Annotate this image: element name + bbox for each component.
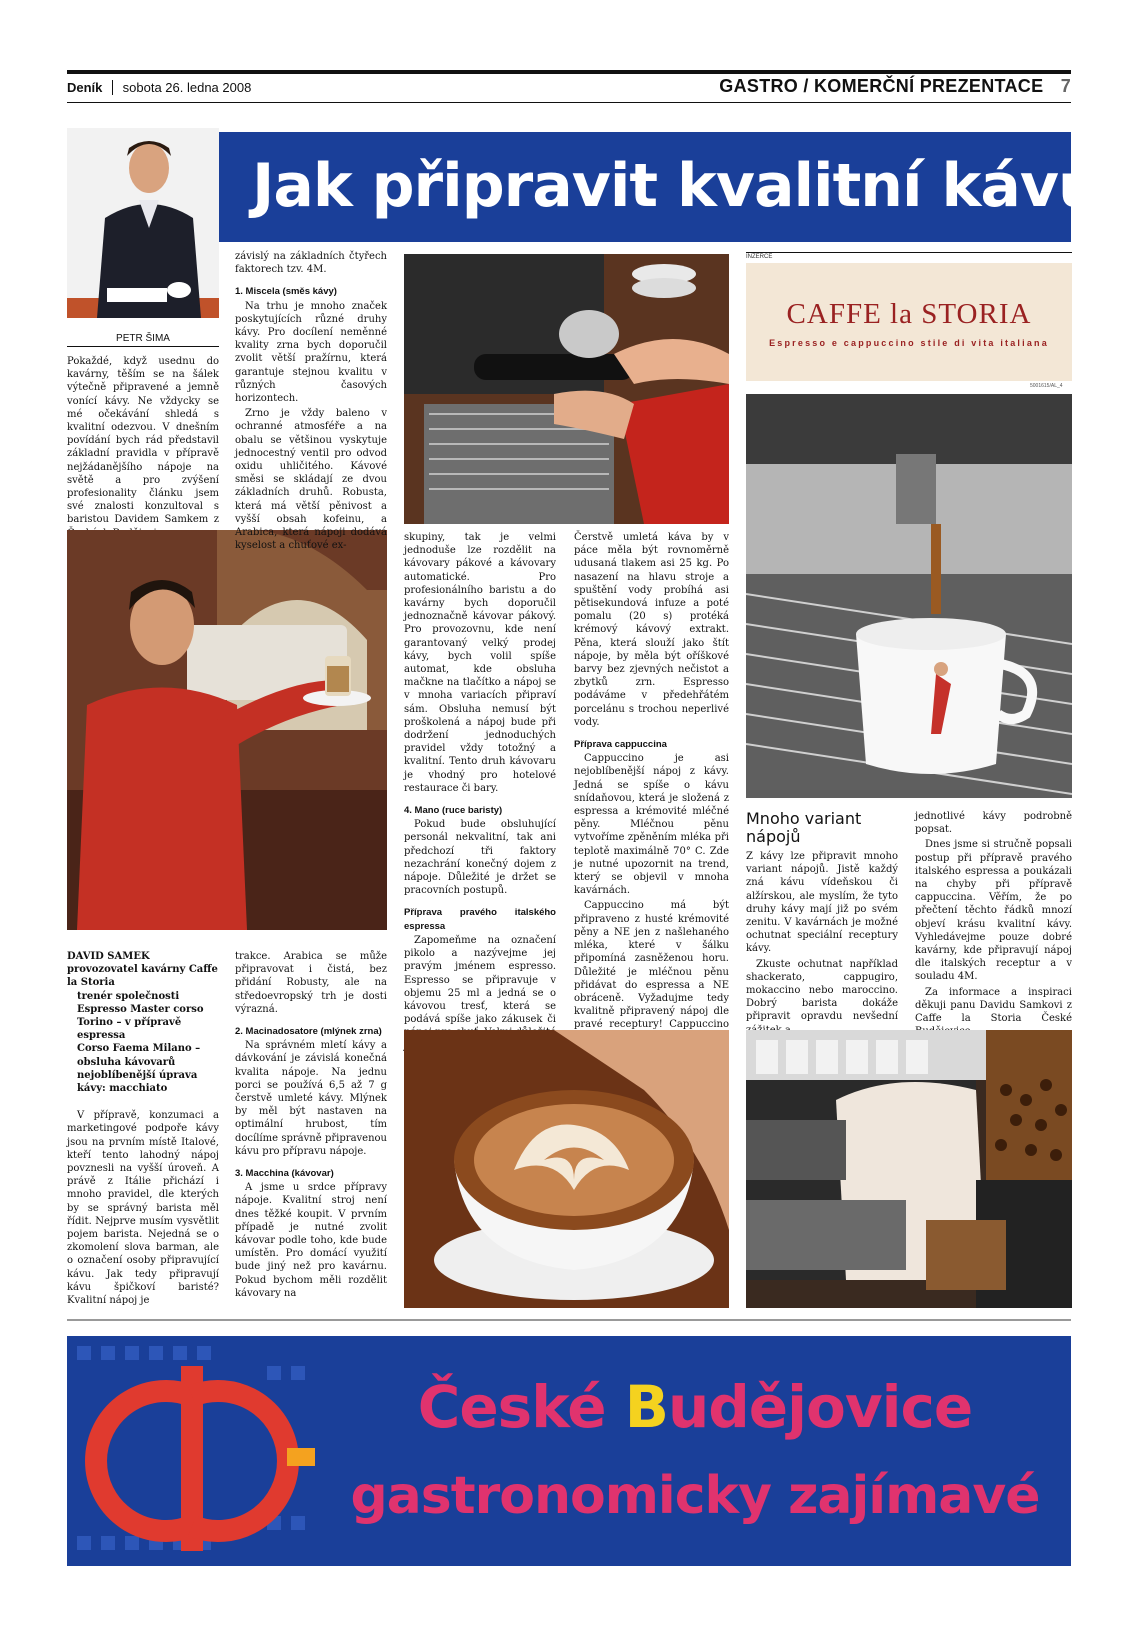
masthead xyxy=(67,80,251,95)
banner-line-2: gastronomicky zajímavé xyxy=(350,1466,1040,1526)
article-paragraph: A jsme u srdce přípravy nápoje. Kvalitní stroj není dnes těžké koupit. V prvním případě je nutné zvolit kávovar podle toho, kde bude umístěn. Pro domácí využití bude jiný než pro kavárnu. Pokud bychom měli rozdělit kávovary na xyxy=(235,1182,387,1299)
article-paragraph: Cappuccino má být připraveno z husté krémovité pěny a NE jen z našlehaného mléka, které v šálku připomíná zasněženou horu. Důležité je mléčnou pěnu přidávat do espressa a NE obráceně. Vyžadujme tedy kvalitně připravený nápoj dle pravé receptury! Cappuccino xyxy=(574,900,729,1031)
profile-box xyxy=(67,950,219,1309)
column-4 xyxy=(574,531,729,1073)
grinder-photo xyxy=(746,1030,1072,1308)
bottom-rule xyxy=(67,1319,1071,1321)
column-5 xyxy=(746,850,898,1039)
section-heading: 3. Macchina (kávovar) xyxy=(235,1168,334,1180)
espresso-cup-image xyxy=(746,394,1072,798)
steam-wand-image xyxy=(404,254,729,524)
city-logo xyxy=(67,1336,327,1566)
column-3 xyxy=(404,531,556,1068)
section-heading: 4. Mano (ruce baristy) xyxy=(404,805,503,817)
intro-column xyxy=(67,355,219,542)
profile-line: trenér společnosti Espresso Master corso Torino – v přípravě espressa xyxy=(77,990,204,1042)
article-paragraph: Na správném mletí kávy a dávkování je závislá konečná kvalita nápoje. Na jednu porci se používá 6,5 až 7 g čerstvě umleté kávy. Mlýnek by měl být nastaven na optimální hrubost, tím docílíme správně připravenou kávu pro přípravu nápoje. xyxy=(235,1040,387,1157)
article-paragraph: Cappuccino je asi nejoblíbenější nápoj z kávy. Jedná se spíše o kávu snídaňovou, která je složená z espressa a krémovité mléčné pěny. Mléčnou pěnu vytvoříme zpěněním mléka při teplotě maximálně 70° C. Zde je nutné upozornit na trend, který se objevil v mnoha kavárnách. xyxy=(574,753,729,897)
ad-title: CAFFE la STORIA xyxy=(786,298,1032,330)
article-paragraph: jednotlivé kávy podrobně popsat. xyxy=(915,811,1072,836)
author-photo xyxy=(67,128,219,318)
ad-code: 5001615/AL_4 xyxy=(1030,383,1063,389)
barista-photo-image xyxy=(67,530,387,930)
article-paragraph: Zkuste ochutnat například shackerato, cappugiro, mokaccino nebo maroccino. Dobrý barista dokáže připravit opravdu nevšední xyxy=(746,958,898,1023)
article-paragraph: závislý na základních čtyřech faktorech tzv. 4M. xyxy=(235,251,387,276)
paper-name: Deník xyxy=(67,80,103,95)
section-heading: Příprava pravého italského espressa xyxy=(404,907,556,932)
banner-line-1-part: České xyxy=(417,1373,625,1441)
article-paragraph: Na trhu je mnoho značek poskytujících různé druhy kávy. Pro docílení neměnné kvality zrna bych doporučil zvolit větší pražírnu, která garantuje stejnou kvalitu v různých časových horizontech. xyxy=(235,300,387,405)
profile-line: nejoblíbenější úprava kávy: macchiato xyxy=(77,1069,198,1095)
article-paragraph: trakce. Arabica se může připravovat i čistá, bez přidání Robusty, ale na středoevropský trh je dosti výrazná. xyxy=(235,951,387,1015)
column-6 xyxy=(915,810,1072,1040)
profile-line: provozovatel kavárny Caffe la Storia xyxy=(67,964,218,989)
header-top-rule xyxy=(67,70,1071,74)
profile-name: DAVID SAMEK xyxy=(67,951,150,962)
steam-wand-photo xyxy=(404,254,729,524)
espresso-cup-photo xyxy=(746,394,1072,798)
ad-subtitle: Espresso e cappuccino stile di vita italiana xyxy=(769,338,1049,348)
column-2-top xyxy=(235,250,387,554)
banner-line-1-part: udějovice xyxy=(667,1373,973,1441)
issue-date: sobota 26. ledna 2008 xyxy=(122,80,252,95)
article-paragraph: skupiny, tak je velmi jednoduše lze rozdělit na kávovary pákové a kávovary automatické. Pro profesionálního baristu a do kavárny bych doporučil jednoznačně kávovar pákový. Pro provozovnu, kde není garantovaný velký prodej kávy, bych volil spíše automat, kde obsluha mačkne na tlačítko a nápoj se v mnoha variacích připraví sám. Obsluha nemusí být proškolená a nápoj bude při dodržení jednoduchých pravidel vždy totožný a kvalitní. Tento druh kávovaru je vhodný pro hotelové restaurace či bary. xyxy=(404,532,556,794)
section-heading: 2. Macinadosatore (mlýnek zrna) xyxy=(235,1026,382,1038)
article-paragraph: Čerstvě umletá káva by v páce měla být rovnoměrně udusaná tlakem asi 25 kg. Po nasazení na hlavu stroje a spuštění vody probíhá asi pětisekundová infuze a poté pomalu (20 s) protéká krémový kávový extrakt. Pěna, která slouží jako štít nápoje, by měla být oříškové barvy bez zjevných nečistot a zbytků zrn. Espresso podáváme v předehřátém porcelánu s trochou neperlivé vody. xyxy=(574,532,729,728)
column-2-bottom xyxy=(235,950,387,1302)
article-paragraph: Pokud bude obsluhující personál nekvalitní, tak ani předchozí tři faktory nezachrání konečný dojem z nápoje. Důležité je držet se pracovních postupů. xyxy=(404,819,556,897)
article-paragraph: V přípravě, konzumaci a marketingové podpoře kávy jsou na prvním místě Italové, kteří tento lahodný nápoj povznesli na vyšší úroveň. A právě z Itálie přichází i mnoho pravidel, dle kterých by se správný barista měl řídit. Nejprve musím vysvětlit pojem barista. Nejedná se o zkomolení slova barman, ale o označení osoby připravující kávu. Jak tedy připravují kávu špičkoví baristé? Kvalitní nápoj je xyxy=(67,1110,219,1307)
author-photo-image xyxy=(67,128,219,318)
article-paragraph: Z kávy lze připravit mnoho variant nápojů. Jistě každý zná kávu vídeňskou či alžírskou, ale myslím, že tyto druhy kávy mají již po svém zenitu. V kavárnách je možné ochutnat speciální receptury kávy. xyxy=(746,851,898,955)
section-title: GASTRO / KOMERČNÍ PREZENTACE xyxy=(719,76,1044,96)
article-paragraph: Zapomeňme na označení pikolo a nazývejme jej pravým jménem espresso. Espresso se připravuje v objemu 25 ml a jedná se o kávovou tresť, která se podává spíše jako zákusek či xyxy=(404,934,556,1026)
cb-logo-icon xyxy=(67,1336,327,1566)
section-heading: 1. Miscela (směs kávy) xyxy=(235,286,337,298)
ad-label: INZERCE xyxy=(746,254,773,260)
section-header xyxy=(719,76,1071,97)
cappuccino-image xyxy=(404,1030,729,1308)
banner-line-1-accent: B xyxy=(624,1373,668,1441)
header-bottom-rule xyxy=(67,102,1071,103)
article-paragraph: Dnes jsme si stručně popsali postup při přípravě pravého italského espressa a poukázali na chyby při přípravě cappuccina. Věřím, že po přečtení těchto řádků mnozí objeví krásu kvalitní kávy. Vyhledávejme pouze dobré kavárny, kde připravují nápoj dle italských receptur a v souladu 4M. xyxy=(915,839,1072,983)
banner-line-1 xyxy=(320,1373,1070,1441)
article-paragraph: Za informace a inspiraci děkuji panu Davidu Samkovi z Caffe la Storia České xyxy=(915,986,1072,1025)
subheading: Mnoho variant nápojů xyxy=(746,809,862,846)
masthead-divider xyxy=(112,80,113,95)
profile-line: Corso Faema Milano – obsluha kávovarů xyxy=(77,1043,201,1068)
ad-rule xyxy=(746,252,1072,253)
page-title: Jak připravit kvalitní kávu? xyxy=(252,151,1134,221)
cappuccino-photo xyxy=(404,1030,729,1308)
article-paragraph: Zrno je vždy baleno v ochranné atmosféře a na obalu se většinou vyskytuje jednocestný ventil pro odvod oxidu uhličitého. Kávové směsi se skládají ze dvou základních druhů. Robusta, která má větší pěnivost a vyšší obsah kofeinu, a Arabica, která nápoji dodává kyselost a chuťové ex- xyxy=(235,408,387,552)
author-byline: PETR ŠIMA xyxy=(67,333,219,347)
intro-text: Pokaždé, když usednu do kavárny, těším se na šálek výtečně připravené a jemně vonící kávy. Ne vždycky se mé očekávání shledá s kvalitní odezvou. V dnešním povídání bych rád představil základní pravidla v přípravě nejžádanějšího nápoje na světě a pro zvýšení profesionality článku jsem své znalosti konzultoval s baristou Davidem Samkem z xyxy=(67,356,219,526)
barista-photo xyxy=(67,530,387,930)
grinder-image xyxy=(746,1030,1072,1308)
section-heading: Příprava cappuccina xyxy=(574,739,667,751)
page-number: 7 xyxy=(1060,76,1071,96)
